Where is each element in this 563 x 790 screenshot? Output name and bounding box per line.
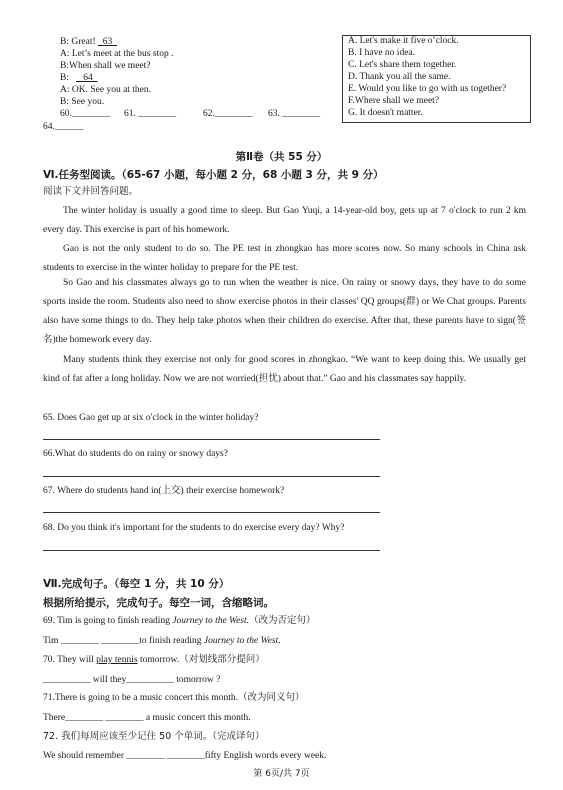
question-72: 72. 我们每周应该至少记住 50 个单词。（完成译句） <box>43 731 265 742</box>
dialogue-line-4: B: 64 <box>60 73 93 83</box>
section6-instruction: 阅读下文并回答问题。 <box>43 186 139 197</box>
answer-blank-60[interactable]: 60.________ <box>60 109 110 119</box>
dialogue-line-2: A: Let’s meet at the bus stop . <box>60 49 174 59</box>
answer-70[interactable]: __________ will they__________ tomorrow ? <box>43 675 221 685</box>
option-a: A. Let's make it five o’clock. <box>348 36 459 46</box>
passage-paragraph-3: So Gao and his classmates always go to run when the weather is nice. On rainy or snowy days, they have to do some sports inside the room. Students also need to show exercise photos in their classes' QQ groups(群) or We Chat groups. Parents also have some things to do. They help take photos when their children do exercise. After that, these parents have to sign(签名)the homework every day. <box>43 278 526 345</box>
answer-line-66[interactable] <box>43 476 380 477</box>
option-b: B. I have no idea. <box>348 48 416 58</box>
options-box <box>342 35 531 123</box>
answer-blank-62[interactable]: 62.________ <box>203 109 253 119</box>
part2-title: 第Ⅱ卷（共 55 分） <box>235 151 328 163</box>
dialogue-line-5: A: OK. See you at then. <box>60 85 152 95</box>
question-71: 71.There is going to be a music concert this month.（改为同义句） <box>43 692 305 703</box>
question-70: 70. They will play tennis tomorrow.（对划线部分提问） <box>43 654 265 665</box>
answer-72[interactable]: We should remember ________ ________fifty English words every week. <box>43 751 327 761</box>
question-66: 66.What do students do on rainy or snowy days? <box>43 449 228 459</box>
answer-69[interactable]: Tim ________ ________to finish reading Journey to the West. <box>43 636 281 646</box>
option-f: F.Where shall we meet? <box>348 96 440 106</box>
passage-paragraph-2: Gao is not the only student to do so. The PE test in zhongkao has more scores now. So many schools in China ask students to exercise in the winter holiday to prepare for the PE test. <box>43 244 526 273</box>
page-footer: 第 6页/共 7页 <box>253 769 310 779</box>
answer-line-67[interactable] <box>43 512 380 513</box>
answer-71[interactable]: There________ ________ a music concert this month. <box>43 713 251 723</box>
dialogue-line-3: B:When shall we meet? <box>60 61 151 71</box>
question-69: 69. Tim is going to finish reading Journey to the West.（改为否定句） <box>43 615 316 626</box>
question-67: 67. Where do students hand in(上交) their exercise homework? <box>43 486 285 496</box>
answer-blank-64[interactable]: 64.______ <box>43 122 84 132</box>
dialogue-line-6: B: See you. <box>60 97 105 107</box>
option-e: E. Would you like to go with us together? <box>348 84 507 94</box>
answer-blank-63[interactable]: 63. ________ <box>268 109 321 119</box>
question-65: 65. Does Gao get up at six o'clock in the winter holiday? <box>43 413 259 423</box>
section7-subheading: 根据所给提示，完成句子。每空一词，含缩略词。 <box>43 597 274 609</box>
option-c: C. Let's share them together. <box>348 60 457 70</box>
question-68: 68. Do you think it's important for the students to do exercise every day? Why? <box>43 523 345 533</box>
option-g: G. It doesn't matter. <box>348 108 423 118</box>
answer-line-65[interactable] <box>43 439 380 440</box>
passage-paragraph-1: The winter holiday is usually a good time to sleep. But Gao Yuqi, a 14-year-old boy, gets up at 7 o'clock to run 2 km every day. This exercise is part of his homework. <box>43 206 526 235</box>
passage-paragraph-4: Many students think they exercise not only for good scores in zhongkao. “We want to keep doing this. We usually get kind of fat after a long holiday. Now we are not worried(担忧) about that.” Gao and his classmates say happily. <box>43 355 526 384</box>
section6-heading: Ⅵ.任务型阅读。（65-67 小题，每小题 2 分，68 小题 3 分，共 9 分） <box>43 169 384 181</box>
dialogue-line-1: B: Great! 63 <box>60 37 113 47</box>
option-d: D. Thank you all the same. <box>348 72 451 82</box>
section7-heading: Ⅶ.完成句子。（每空 1 分，共 10 分） <box>43 578 230 590</box>
answer-blank-61[interactable]: 61. ________ <box>124 109 177 119</box>
answer-line-68[interactable] <box>43 550 380 551</box>
